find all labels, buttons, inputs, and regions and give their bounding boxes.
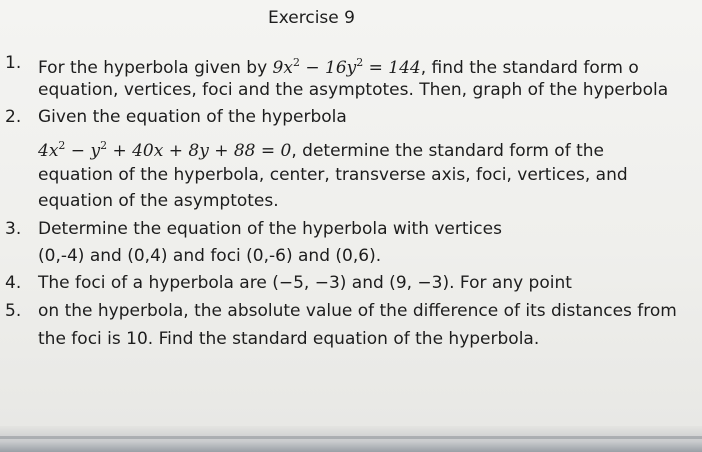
item-line: equation of the asymptotes. (38, 191, 279, 211)
item-number: 2. (5, 107, 22, 127)
item-number: 4. (5, 273, 22, 293)
item-number: 1. (5, 53, 22, 73)
item-line: equation of the hyperbola, center, transverse axis, foci, vertices, and (38, 165, 628, 185)
item-line: (0,-4) and (0,4) and foci (0,-6) and (0,6). (38, 246, 382, 266)
exercise-title: Exercise 9 (268, 8, 355, 28)
item-number: 5. (5, 301, 22, 321)
equation: $9x^2 - 16y^2 = 144$ (272, 56, 421, 78)
item-line: Given the equation of the hyperbola (38, 107, 347, 127)
page-bottom-shadow (0, 426, 702, 452)
item-number: 3. (5, 219, 22, 239)
equation: $4x^2 - y^2 + 40x + 8y + 88 = 0$ (38, 139, 292, 161)
page-bottom-edge (0, 436, 702, 439)
item-line: The foci of a hyperbola are (−5, −3) and (9, −3). For any point (38, 273, 572, 293)
item-line: on the hyperbola, the absolute value of the difference of its distances from (38, 301, 677, 321)
item-line: $4x^2 - y^2 + 40x + 8y + 88 = 0$, determine the standard form of the (38, 139, 604, 161)
item-line: the foci is 10. Find the standard equation of the hyperbola. (38, 329, 540, 349)
item-line: equation, vertices, foci and the asymptotes. Then, graph of the hyperbola (38, 80, 669, 100)
item-line: Determine the equation of the hyperbola with vertices (38, 219, 502, 239)
item-line: For the hyperbola given by $9x^2 - 16y^2 = 144$, find the standard form o (38, 56, 639, 78)
